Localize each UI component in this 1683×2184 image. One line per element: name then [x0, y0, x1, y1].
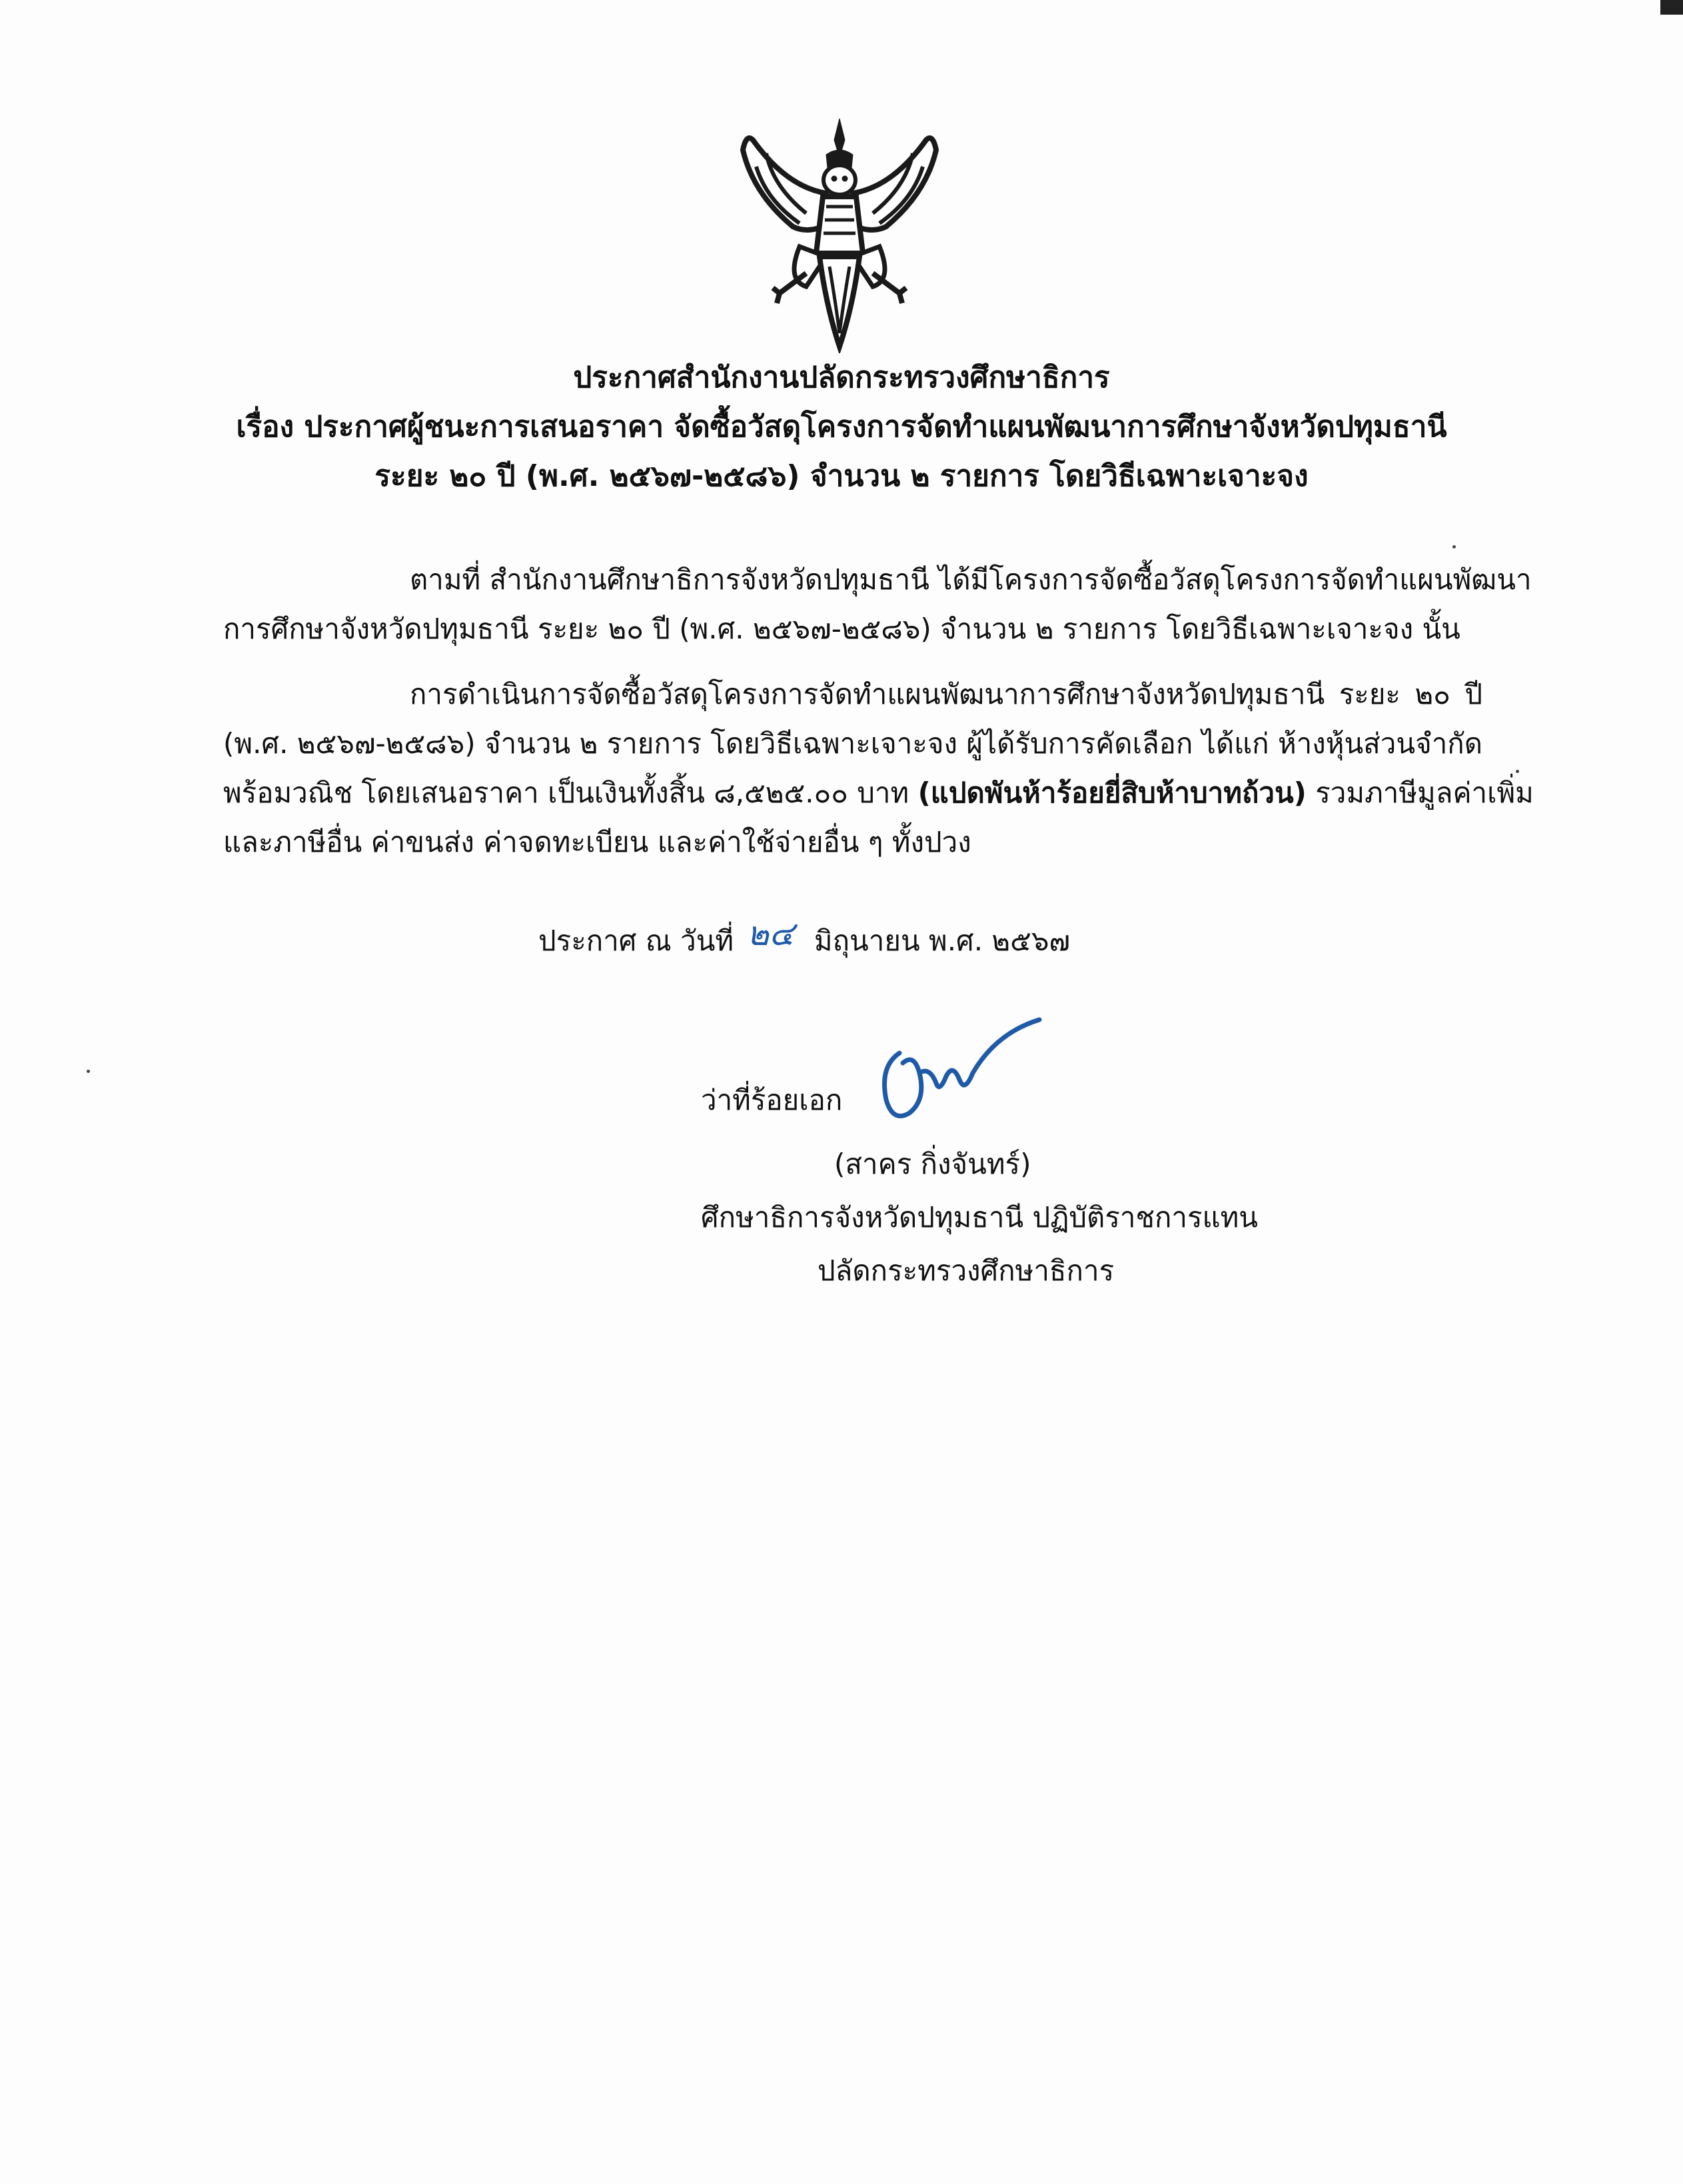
handwritten-signature-icon	[873, 1006, 1053, 1133]
scan-speck	[87, 1070, 90, 1073]
paragraph-2-line-4: และภาษีอื่น ค่าขนส่ง ค่าจดทะเบียน และค่าใช้จ่ายอื่น ๆ ทั้งปวง	[223, 826, 971, 858]
announce-date-prefix: ประกาศ ณ วันที่	[538, 924, 734, 957]
signer-title-2: ปลัดกระทรวงศึกษาธิการ	[818, 1254, 1115, 1287]
price-in-words: (แปดพันห้าร้อยยี่สิบห้าบาทถ้วน)	[917, 776, 1307, 809]
price-text: พร้อมวณิช โดยเสนอราคา เป็นเงินทั้งสิ้น ๘,๕๒๕.๐๐ บาท	[223, 776, 909, 809]
vat-text: รวมภาษีมูลค่าเพิ่ม	[1315, 776, 1534, 809]
scan-speck	[1660, 0, 1683, 15]
announce-date-day: ๒๔	[747, 914, 794, 953]
header-subject-cont: ระยะ ๒๐ ปี (พ.ศ. ๒๕๖๗-๒๕๘๖) จำนวน ๒ รายการ โดยวิธีเฉพาะเจาะจง	[374, 459, 1309, 493]
signer-rank: ว่าที่ร้อยเอก	[701, 1084, 843, 1116]
announcement-header	[133, 353, 1550, 501]
signer-name: (สาคร กิ่งจันทร์)	[834, 1148, 1031, 1180]
announce-date-suffix: มิถุนายน พ.ศ. ๒๕๖๗	[814, 924, 1071, 957]
paragraph-2-line-3	[223, 768, 1534, 818]
signer-title: ศึกษาธิการจังหวัดปทุมธานี ปฏิบัติราชการแทน	[701, 1201, 1259, 1234]
paragraph-1-line-2: การศึกษาจังหวัดปทุมธานี ระยะ ๒๐ ปี (พ.ศ. ๒๕๖๗-๒๕๘๖) จำนวน ๒ รายการ โดยวิธีเฉพาะเจาะจง นั้น	[223, 612, 1460, 645]
header-subject: เรื่อง ประกาศผู้ชนะการเสนอราคา จัดซื้อวัสดุโครงการจัดทำแผนพัฒนาการศึกษาจังหวัดปทุมธานี	[236, 410, 1447, 444]
scan-speck	[1452, 545, 1456, 548]
paragraph-2-line-2: (พ.ศ. ๒๕๖๗-๒๕๘๖) จำนวน ๒ รายการ โดยวิธีเฉพาะเจาะจง ผู้ได้รับการคัดเลือก ได้แก่ ห้างหุ้นส่วนจำกัด	[223, 727, 1482, 760]
header-title: ประกาศสำนักงานปลัดกระทรวงศึกษาธิการ	[573, 361, 1110, 395]
paragraph-2	[223, 670, 1534, 867]
scan-speck	[1516, 770, 1519, 773]
paragraph-1-line-1: ตามที่ สำนักงานศึกษาธิการจังหวัดปทุมธานี ได้มีโครงการจัดซื้อวัสดุโครงการจัดทำแผนพัฒนา	[410, 563, 1532, 596]
paragraph-1	[223, 555, 1532, 654]
garuda-emblem-icon	[726, 113, 953, 353]
paragraph-2-line-1: การดำเนินการจัดซื้อวัสดุโครงการจัดทำแผนพัฒนาการศึกษาจังหวัดปทุมธานี ระยะ ๒๐ ปี	[410, 678, 1482, 710]
announce-date	[538, 914, 1070, 966]
